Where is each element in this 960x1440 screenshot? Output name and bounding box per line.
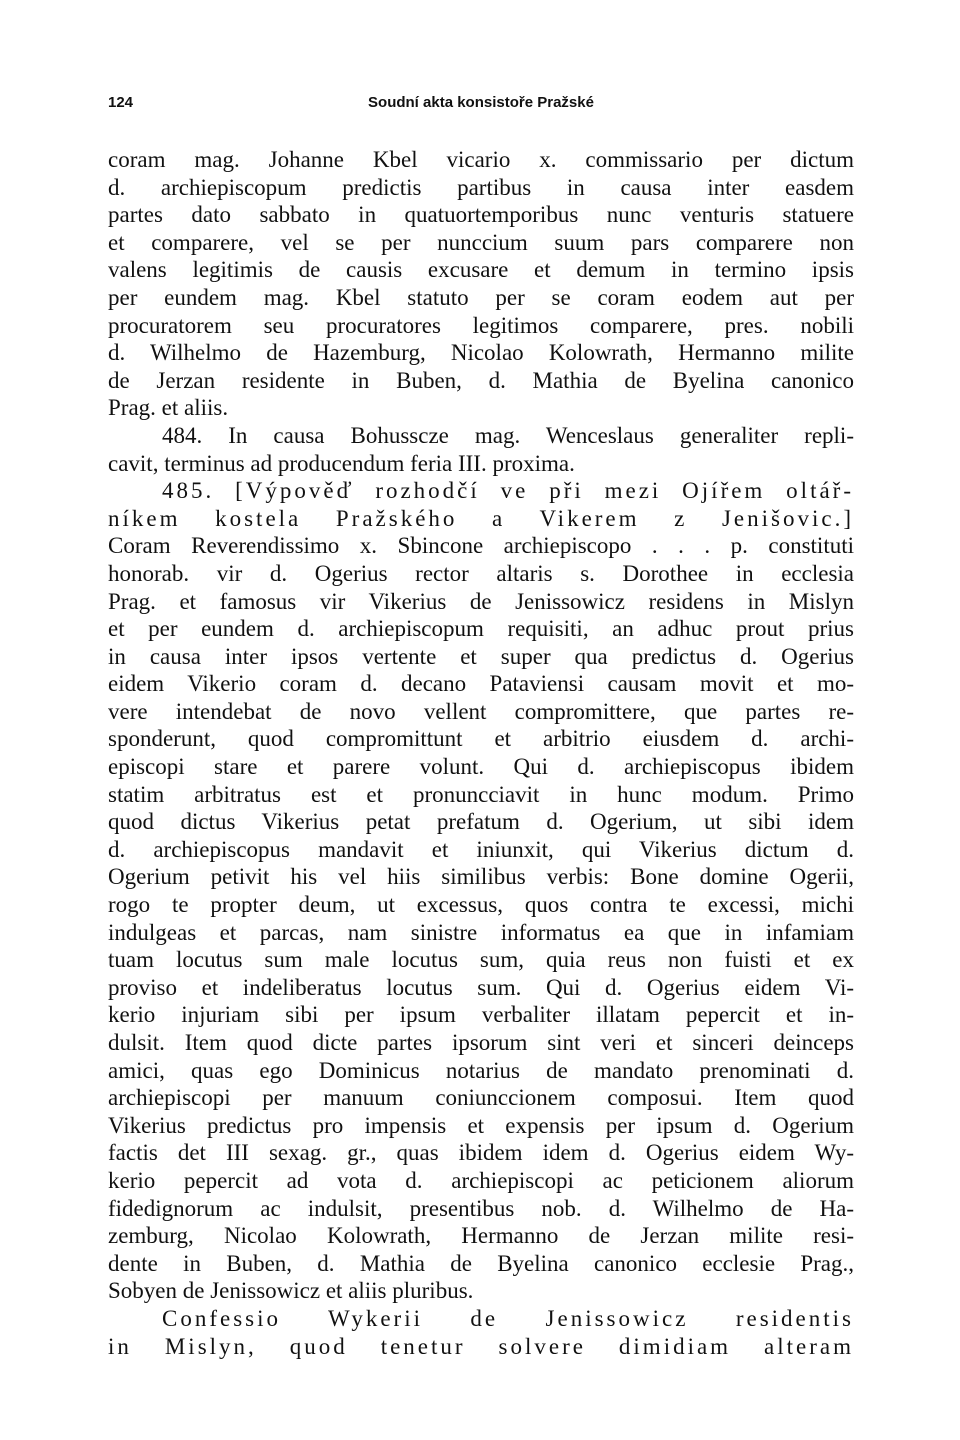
text-line: quod dictus Vikerius petat prefatum d. Ogerium, ut sibi idem — [108, 809, 854, 835]
text-line: episcopi stare et parere volunt. Qui d. archiepiscopus ibidem — [108, 754, 854, 780]
page-number: 124 — [108, 94, 134, 111]
text-line: Vikerius predictus pro impensis et expensis per ipsum d. Ogerium — [108, 1112, 854, 1138]
body-text — [108, 146, 854, 1360]
text-line: 485. [Výpověď rozhodčí ve při mezi Ojířem oltář- — [162, 478, 854, 504]
text-line: Sobyen de Jenissowicz et aliis pluribus. — [108, 1278, 474, 1304]
text-line: per eundem mag. Kbel statuto per se coram eodem aut per — [108, 284, 854, 310]
text-line: Coram Reverendissimo x. Sbincone archiepiscopo . . . p. constituti — [108, 533, 854, 559]
text-line: valens legitimis de causis excusare et demum in termino ipsis — [108, 257, 854, 283]
text-line: in causa inter ipsos vertente et super qua predictus d. Ogerius — [108, 643, 854, 669]
text-line: in Mislyn, quod tenetur solvere dimidiam alteram — [108, 1333, 854, 1359]
text-line: zemburg, Nicolao Kolowrath, Hermanno de Jerzan milite resi- — [108, 1223, 854, 1249]
text-line: partes dato sabbato in quatuortemporibus nunc venturis statuere — [108, 202, 854, 228]
text-line: de Jerzan residente in Buben, d. Mathia de Byelina canonico — [108, 367, 854, 393]
text-line: dulsit. Item quod dicte partes ipsorum sint veri et sinceri deinceps — [108, 1030, 854, 1055]
text-line: 484. In causa Bohusscze mag. Wenceslaus generaliter repli- — [162, 422, 854, 448]
text-line: honorab. vir d. Ogerius rector altaris s. Dorothee in ecclesia — [108, 560, 854, 586]
text-line: archiepiscopi per manuum coniunccionem composui. Item quod — [108, 1085, 854, 1111]
text-line: statim arbitratus est et pronuncciavit in hunc modum. Primo — [108, 781, 854, 807]
text-line: coram mag. Johanne Kbel vicario x. commissario per dictum — [108, 147, 854, 172]
document-page — [108, 88, 854, 1360]
text-line: Ogerium petivit his vel hiis similibus verbis: Bone domine Ogerii, — [108, 864, 854, 890]
text-line: sponderunt, quod compromittunt et arbitrio eiusdem d. archi- — [108, 726, 854, 752]
text-line: amici, quas ego Dominicus notarius de mandato prenominati d. — [108, 1057, 854, 1083]
text-line: kerio pepercit ad vota d. archiepiscopi ac peticionem aliorum — [108, 1167, 854, 1193]
text-line: rogo te propter deum, ut excessus, quos contra te excessi, michi — [108, 892, 854, 918]
header-title: Soudní akta konsistoře Pražské — [368, 94, 594, 111]
text-line: et comparere, vel se per nunccium suum pars comparere non — [108, 229, 854, 255]
text-line: procuratorem seu procuratores legitimos comparere, pres. nobili — [108, 312, 854, 338]
text-line: cavit, terminus ad producendum feria III. proxima. — [108, 450, 575, 476]
text-line: Prag. et famosus vir Vikerius de Jenissowicz residens in Mislyn — [108, 588, 854, 614]
text-line: proviso et indeliberatus locutus sum. Qui d. Ogerius eidem Vi- — [108, 974, 854, 1000]
text-line: factis det III sexag. gr., quas ibidem idem d. Ogerius eidem Wy- — [108, 1140, 854, 1166]
text-line: et per eundem d. archiepiscopum requisiti, an adhuc prout prius — [108, 616, 854, 642]
text-line: fidedignorum ac indulsit, presentibus nob. d. Wilhelmo de Ha- — [108, 1195, 854, 1221]
running-head — [108, 88, 854, 118]
text-line: Confessio Wykerii de Jenissowicz residentis — [162, 1305, 854, 1331]
text-line: dente in Buben, d. Mathia de Byelina canonico ecclesie Prag., — [108, 1250, 854, 1276]
text-line: d. archiepiscopus mandavit et iniunxit, qui Vikerius dictum d. — [108, 836, 854, 862]
text-line: níkem kostela Pražského a Vikerem z Jenišovic.] — [108, 505, 854, 531]
text-line: d. archiepiscopum predictis partibus in causa inter easdem — [108, 174, 854, 200]
text-line: eidem Vikerio coram d. decano Pataviensi causam movit et mo- — [108, 671, 854, 697]
text-line: kerio injuriam sibi per ipsum verbaliter illatam pepercit et in- — [108, 1002, 854, 1028]
text-line: indulgeas et parcas, nam sinistre informatus ea que in infamiam — [108, 919, 854, 945]
text-line: d. Wilhelmo de Hazemburg, Nicolao Kolowrath, Hermanno milite — [108, 340, 854, 366]
text-line: tuam locutus sum male locutus sum, quia reus non fuisti et ex — [108, 947, 854, 973]
text-line: Prag. et aliis. — [108, 395, 229, 421]
text-line: vere intendebat de novo vellent compromittere, que partes re- — [108, 698, 854, 724]
